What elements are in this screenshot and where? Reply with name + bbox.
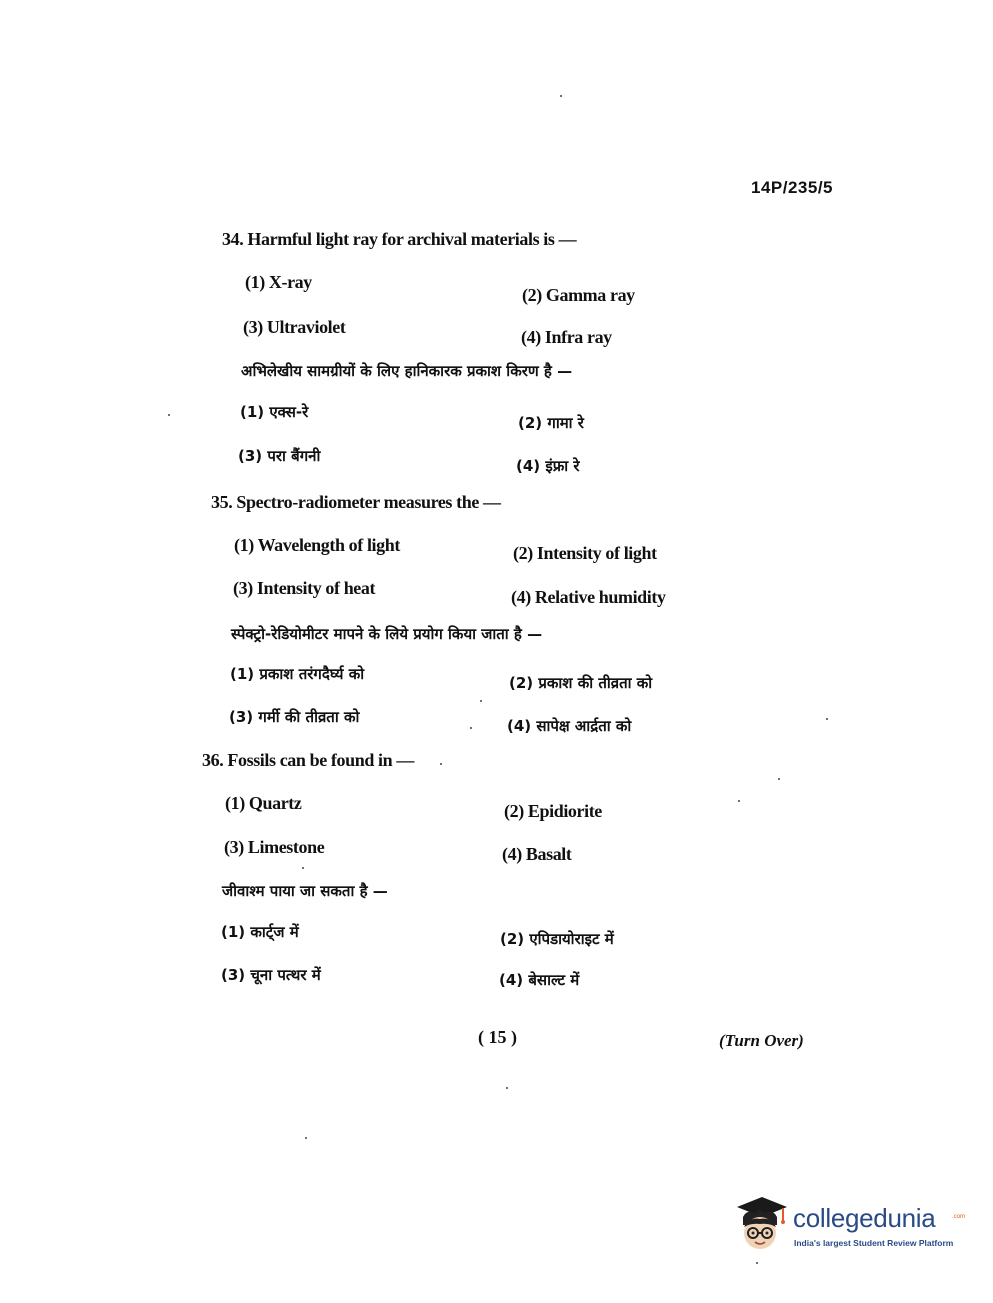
mascot-graduate-icon [733, 1195, 791, 1257]
scan-speck [506, 1087, 508, 1089]
scan-speck [560, 95, 562, 97]
logo-tagline: India's largest Student Review Platform [794, 1238, 954, 1248]
scan-speck [470, 727, 472, 729]
q34-option-4-en: (4) Infra ray [521, 327, 612, 347]
q35-option-1-hi: (1) प्रकाश तरंगदैर्घ्य को [230, 665, 365, 683]
q36-option-2-en: (2) Epidiorite [504, 801, 602, 821]
q35-option-4-hi: (4) सापेक्ष आर्द्रता को [507, 717, 632, 735]
question-36-english: 36. Fossils can be found in — [202, 750, 414, 770]
q36-option-4-hi: (4) बेसाल्ट में [499, 971, 580, 989]
q36-option-2-hi: (2) एपिडायोराइट में [500, 930, 614, 948]
scan-speck [738, 800, 740, 802]
q35-option-2-hi: (2) प्रकाश की तीव्रता को [509, 674, 653, 692]
q34-option-1-hi: (1) एक्स-रे [240, 403, 309, 421]
collegedunia-watermark [733, 1195, 966, 1265]
scan-speck [826, 718, 828, 720]
paper-code: 14P/235/5 [751, 178, 834, 197]
scan-speck [778, 778, 780, 780]
question-35-english: 35. Spectro-radiometer measures the — [211, 492, 501, 512]
q34-option-3-hi: (3) परा बैंगनी [238, 447, 321, 465]
logo-domain: .com [952, 1214, 966, 1220]
page-number: ( 15 ) [478, 1027, 517, 1047]
q34-option-2-hi: (2) गामा रे [518, 414, 584, 432]
q34-option-1-en: (1) X-ray [245, 272, 312, 292]
scan-speck [440, 763, 442, 765]
q36-option-1-en: (1) Quartz [225, 793, 302, 813]
q35-option-3-en: (3) Intensity of heat [233, 578, 376, 598]
logo-brand: collegedunia [793, 1203, 936, 1233]
question-34-hindi: अभिलेखीय सामग्रीयों के लिए हानिकारक प्रकाश किरण है — [241, 362, 573, 380]
question-35-hindi: स्पेक्ट्रो-रेडियोमीटर मापने के लिये प्रयोग किया जाता है — [231, 625, 543, 643]
q34-option-4-hi: (4) इंफ्रा रे [516, 457, 580, 475]
q35-option-2-en: (2) Intensity of light [513, 543, 657, 563]
q36-option-3-hi: (3) चूना पत्थर में [221, 966, 321, 984]
scan-speck [480, 700, 482, 702]
scan-speck [168, 414, 170, 416]
q34-option-2-en: (2) Gamma ray [522, 285, 635, 305]
scan-speck [302, 867, 304, 869]
q36-option-3-en: (3) Limestone [224, 837, 325, 857]
q35-option-4-en: (4) Relative humidity [511, 587, 666, 607]
q36-option-4-en: (4) Basalt [502, 844, 572, 864]
q35-option-1-en: (1) Wavelength of light [234, 535, 400, 555]
turn-over-note: (Turn Over) [719, 1031, 804, 1050]
question-34-english: 34. Harmful light ray for archival materials is — [222, 229, 577, 249]
q36-option-1-hi: (1) कार्ट्ज में [221, 923, 299, 941]
q34-option-3-en: (3) Ultraviolet [243, 317, 346, 337]
scan-speck [305, 1137, 307, 1139]
question-36-hindi: जीवाश्म पाया जा सकता है — [222, 882, 388, 900]
q35-option-3-hi: (3) गर्मी की तीव्रता को [229, 708, 360, 726]
